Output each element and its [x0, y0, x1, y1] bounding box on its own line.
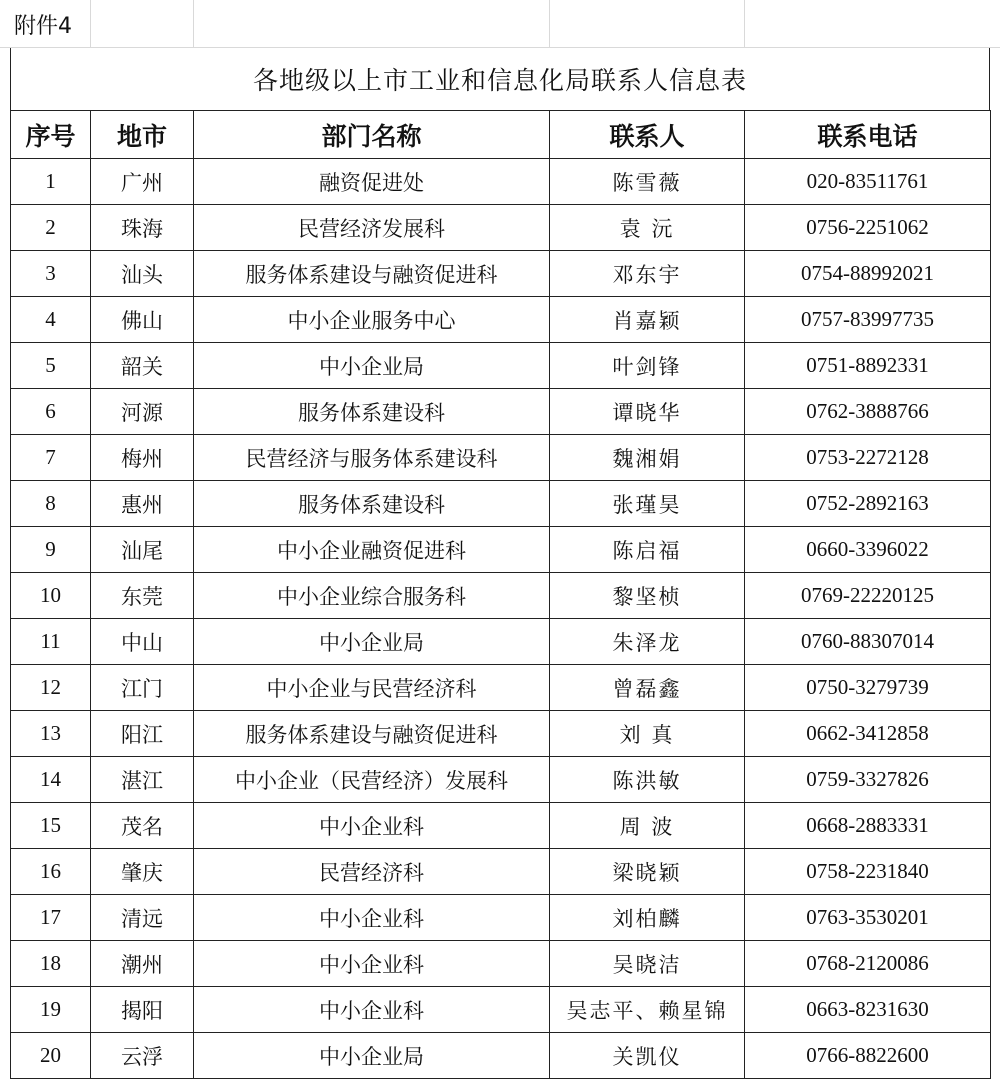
row-phone: 0760-88307014: [745, 619, 991, 665]
row-department: 中小企业融资促进科: [194, 527, 550, 573]
row-index: 8: [11, 481, 91, 527]
column-header-index: 序号: [11, 111, 91, 159]
table-row: [11, 573, 991, 619]
row-phone: 0668-2883331: [745, 803, 991, 849]
row-index: 6: [11, 389, 91, 435]
row-city: 汕头: [91, 251, 194, 297]
row-city: 惠州: [91, 481, 194, 527]
row-department: 中小企业科: [194, 987, 550, 1033]
table-row: [11, 987, 991, 1033]
row-index: 18: [11, 941, 91, 987]
row-contact: 魏湘娟: [550, 435, 745, 481]
row-city: 潮州: [91, 941, 194, 987]
row-department: 融资促进处: [194, 159, 550, 205]
table-row: [11, 711, 991, 757]
row-department: 服务体系建设科: [194, 389, 550, 435]
table-row: [11, 895, 991, 941]
table-row: [11, 1033, 991, 1079]
row-city: 汕尾: [91, 527, 194, 573]
row-phone: 0758-2231840: [745, 849, 991, 895]
row-contact: 叶剑锋: [550, 343, 745, 389]
row-city: 阳江: [91, 711, 194, 757]
spreadsheet-top-row: [0, 0, 1000, 48]
gridline: [549, 0, 550, 48]
row-department: 民营经济发展科: [194, 205, 550, 251]
row-department: 民营经济科: [194, 849, 550, 895]
row-index: 7: [11, 435, 91, 481]
row-city: 茂名: [91, 803, 194, 849]
row-contact: 刘 真: [550, 711, 745, 757]
column-header-city: 地市: [91, 111, 194, 159]
contacts-table: [10, 110, 991, 1079]
row-city: 揭阳: [91, 987, 194, 1033]
row-contact: 邓东宇: [550, 251, 745, 297]
row-index: 17: [11, 895, 91, 941]
gridline: [193, 0, 194, 48]
row-phone: 0757-83997735: [745, 297, 991, 343]
row-index: 2: [11, 205, 91, 251]
table-row: [11, 527, 991, 573]
row-city: 湛江: [91, 757, 194, 803]
row-city: 云浮: [91, 1033, 194, 1079]
row-contact: 肖嘉颖: [550, 297, 745, 343]
row-phone: 020-83511761: [745, 159, 991, 205]
row-contact: 陈启福: [550, 527, 745, 573]
row-department: 服务体系建设科: [194, 481, 550, 527]
table-row: [11, 481, 991, 527]
row-contact: 张瑾昊: [550, 481, 745, 527]
row-index: 19: [11, 987, 91, 1033]
row-phone: 0766-8822600: [745, 1033, 991, 1079]
table-row: [11, 297, 991, 343]
table-row: [11, 619, 991, 665]
gridline: [90, 0, 91, 48]
column-header-contact: 联系人: [550, 111, 745, 159]
row-city: 梅州: [91, 435, 194, 481]
row-department: 中小企业科: [194, 895, 550, 941]
row-department: 中小企业局: [194, 1033, 550, 1079]
row-city: 清远: [91, 895, 194, 941]
row-contact: 袁 沅: [550, 205, 745, 251]
row-department: 中小企业（民营经济）发展科: [194, 757, 550, 803]
row-phone: 0759-3327826: [745, 757, 991, 803]
gridline: [744, 0, 745, 48]
column-header-phone: 联系电话: [745, 111, 991, 159]
row-phone: 0763-3530201: [745, 895, 991, 941]
row-index: 13: [11, 711, 91, 757]
table-body: [11, 159, 991, 1079]
row-department: 中小企业局: [194, 619, 550, 665]
row-contact: 谭晓华: [550, 389, 745, 435]
row-phone: 0768-2120086: [745, 941, 991, 987]
row-department: 中小企业科: [194, 941, 550, 987]
row-phone: 0752-2892163: [745, 481, 991, 527]
table-row: [11, 849, 991, 895]
row-department: 中小企业科: [194, 803, 550, 849]
table-header-row: [11, 111, 991, 159]
column-header-department: 部门名称: [194, 111, 550, 159]
row-city: 江门: [91, 665, 194, 711]
row-phone: 0762-3888766: [745, 389, 991, 435]
table-row: [11, 941, 991, 987]
row-index: 4: [11, 297, 91, 343]
row-department: 中小企业服务中心: [194, 297, 550, 343]
row-city: 中山: [91, 619, 194, 665]
row-contact: 曾磊鑫: [550, 665, 745, 711]
row-index: 12: [11, 665, 91, 711]
row-city: 韶关: [91, 343, 194, 389]
row-phone: 0660-3396022: [745, 527, 991, 573]
row-department: 中小企业与民营经济科: [194, 665, 550, 711]
row-city: 佛山: [91, 297, 194, 343]
row-index: 3: [11, 251, 91, 297]
row-city: 肇庆: [91, 849, 194, 895]
row-index: 5: [11, 343, 91, 389]
row-phone: 0662-3412858: [745, 711, 991, 757]
document-title: 各地级以上市工业和信息化局联系人信息表: [252, 66, 747, 95]
table-row: [11, 251, 991, 297]
row-contact: 吴志平、赖星锦: [550, 987, 745, 1033]
row-department: 中小企业综合服务科: [194, 573, 550, 619]
table-row: [11, 803, 991, 849]
row-index: 16: [11, 849, 91, 895]
row-contact: 陈洪敏: [550, 757, 745, 803]
row-phone: 0753-2272128: [745, 435, 991, 481]
table-row: [11, 435, 991, 481]
table-row: [11, 343, 991, 389]
row-phone: 0769-22220125: [745, 573, 991, 619]
row-contact: 吴晓洁: [550, 941, 745, 987]
row-department: 民营经济与服务体系建设科: [194, 435, 550, 481]
row-phone: 0754-88992021: [745, 251, 991, 297]
row-contact: 黎坚桢: [550, 573, 745, 619]
row-phone: 0663-8231630: [745, 987, 991, 1033]
row-department: 服务体系建设与融资促进科: [194, 711, 550, 757]
row-phone: 0751-8892331: [745, 343, 991, 389]
table-row: [11, 757, 991, 803]
attachment-label: 附件4: [14, 14, 72, 39]
row-contact: 周 波: [550, 803, 745, 849]
row-contact: 陈雪薇: [550, 159, 745, 205]
row-department: 中小企业局: [194, 343, 550, 389]
row-index: 15: [11, 803, 91, 849]
row-contact: 刘柏麟: [550, 895, 745, 941]
row-contact: 朱泽龙: [550, 619, 745, 665]
row-index: 1: [11, 159, 91, 205]
row-index: 11: [11, 619, 91, 665]
row-department: 服务体系建设与融资促进科: [194, 251, 550, 297]
table-row: [11, 205, 991, 251]
row-city: 东莞: [91, 573, 194, 619]
row-index: 20: [11, 1033, 91, 1079]
row-index: 9: [11, 527, 91, 573]
row-index: 10: [11, 573, 91, 619]
row-city: 珠海: [91, 205, 194, 251]
row-phone: 0750-3279739: [745, 665, 991, 711]
row-contact: 关凯仪: [550, 1033, 745, 1079]
row-phone: 0756-2251062: [745, 205, 991, 251]
table-row: [11, 389, 991, 435]
row-city: 河源: [91, 389, 194, 435]
row-city: 广州: [91, 159, 194, 205]
row-contact: 梁晓颖: [550, 849, 745, 895]
table-row: [11, 665, 991, 711]
row-index: 14: [11, 757, 91, 803]
table-row: [11, 159, 991, 205]
